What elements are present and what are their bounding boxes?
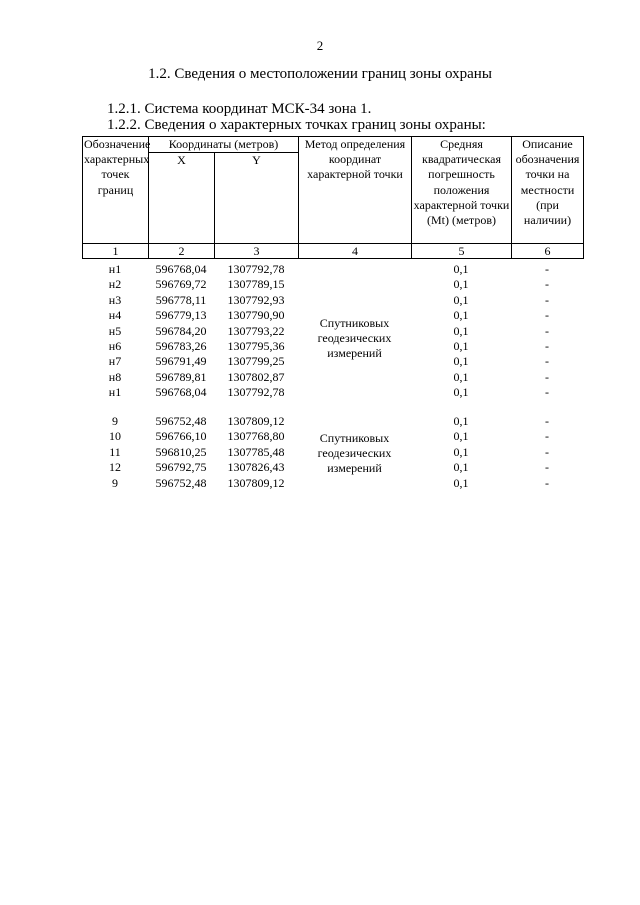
coord-y: 1307789,15 [227,277,285,292]
coord-x: 596779,13 [155,308,207,323]
points-table-header [82,136,584,259]
point-description: - [545,323,549,338]
column-number-4: 4 [299,244,412,259]
coord-y: 1307802,87 [227,369,285,384]
coord-x: 596810,25 [155,444,207,459]
column-number-1: 1 [83,244,149,259]
mean-error: 0,1 [453,354,469,369]
point-description: - [545,414,549,428]
point-id: н6 [108,339,122,353]
coord-x: 596783,26 [155,339,207,353]
point-id: 9 [112,475,118,490]
mean-error: 0,1 [453,369,469,384]
coord-x: 596778,11 [155,292,207,307]
header-method-text: Метод определения координат характерной точки [304,137,406,182]
page-number: 2 [316,38,324,53]
mean-error: 0,1 [453,385,469,400]
header-description-text: Описание обозначения точки на местности (при наличии) [515,137,580,228]
point-id: 12 [109,460,121,475]
coord-x: 596769,72 [155,277,207,292]
point-id: н3 [108,292,122,307]
header-method [299,137,412,244]
table-row [82,476,583,491]
header-coordinates [149,137,299,153]
point-description: - [545,369,549,384]
column-number-2: 2 [149,244,215,259]
point-description: - [545,339,549,353]
point-description: - [545,385,549,400]
table-row [82,293,583,308]
header-y-text: Y [252,153,261,168]
header-mean-error [412,137,512,244]
coord-y: 1307793,22 [227,323,285,338]
subsection-points-info: 1.2.2. Сведения о характерных точках границ зоны охраны: [107,117,486,133]
mean-error: 0,1 [453,444,469,459]
measurement-method: Спутниковых геодезических измерений [317,316,392,360]
point-id: н1 [108,262,122,276]
coord-x: 596792,75 [155,460,207,475]
mean-error: 0,1 [453,475,469,490]
header-y [215,153,299,244]
header-mean-error-text: Средняя квадратическая погрешность положения характерной точки (Мt) (метров) [413,137,510,228]
coord-x: 596768,04 [155,385,207,400]
mean-error: 0,1 [453,262,469,276]
point-description: - [545,475,549,490]
point-description: - [545,292,549,307]
coord-y: 1307792,93 [227,292,285,307]
coord-x: 596791,49 [155,354,207,369]
coord-y: 1307799,25 [227,354,285,369]
coord-y: 1307809,12 [227,414,285,428]
column-number-3: 3 [215,244,299,259]
point-id: н7 [108,354,122,369]
point-description: - [545,277,549,292]
mean-error: 0,1 [453,414,469,428]
column-number-6: 6 [512,244,584,259]
coord-x: 596766,10 [155,429,207,444]
coord-x: 596784,20 [155,323,207,338]
coord-y: 1307792,78 [227,385,285,400]
point-id: н1 [108,385,122,400]
coord-y: 1307809,12 [227,475,285,490]
coord-x: 596789,81 [155,369,207,384]
point-id: н4 [108,308,122,323]
coord-y: 1307795,36 [227,339,285,353]
subsection-coordinate-system: 1.2.1. Система координат МСК-34 зона 1. [107,101,372,117]
point-id: н5 [108,323,122,338]
coord-y: 1307790,90 [227,308,285,323]
point-id: 11 [109,444,121,459]
coord-y: 1307792,78 [227,262,285,276]
table-row [82,370,583,385]
header-coordinates-text: Координаты (метров) [168,137,279,151]
point-description: - [545,429,549,444]
point-id: 10 [109,429,121,444]
column-number-5: 5 [412,244,512,259]
coord-x: 596752,48 [155,475,207,490]
header-x [149,153,215,244]
header-point-designation-text: Обозначение характерных точек границ [84,137,151,197]
coord-y: 1307785,48 [227,444,285,459]
point-id: н2 [108,277,122,292]
table-row [82,385,583,400]
point-description: - [545,444,549,459]
header-x-text: X [177,153,186,168]
point-description: - [545,262,549,276]
mean-error: 0,1 [453,323,469,338]
point-description: - [545,460,549,475]
table-row [82,277,583,292]
mean-error: 0,1 [453,292,469,307]
section-title: 1.2. Сведения о местоположении границ зоны охраны [148,66,492,82]
coord-y: 1307768,80 [227,429,285,444]
header-description [512,137,584,244]
mean-error: 0,1 [453,429,469,444]
mean-error: 0,1 [453,460,469,475]
measurement-method: Спутниковых геодезических измерений [317,431,392,475]
point-description: - [545,308,549,323]
point-id: н8 [108,369,122,384]
point-description: - [545,354,549,369]
coord-y: 1307826,43 [227,460,285,475]
coord-x: 596752,48 [155,414,207,428]
mean-error: 0,1 [453,339,469,353]
coord-x: 596768,04 [155,262,207,276]
mean-error: 0,1 [453,308,469,323]
table-row [82,262,583,277]
header-point-designation [83,137,149,244]
table-row [82,414,583,429]
point-id: 9 [112,414,118,428]
mean-error: 0,1 [453,277,469,292]
